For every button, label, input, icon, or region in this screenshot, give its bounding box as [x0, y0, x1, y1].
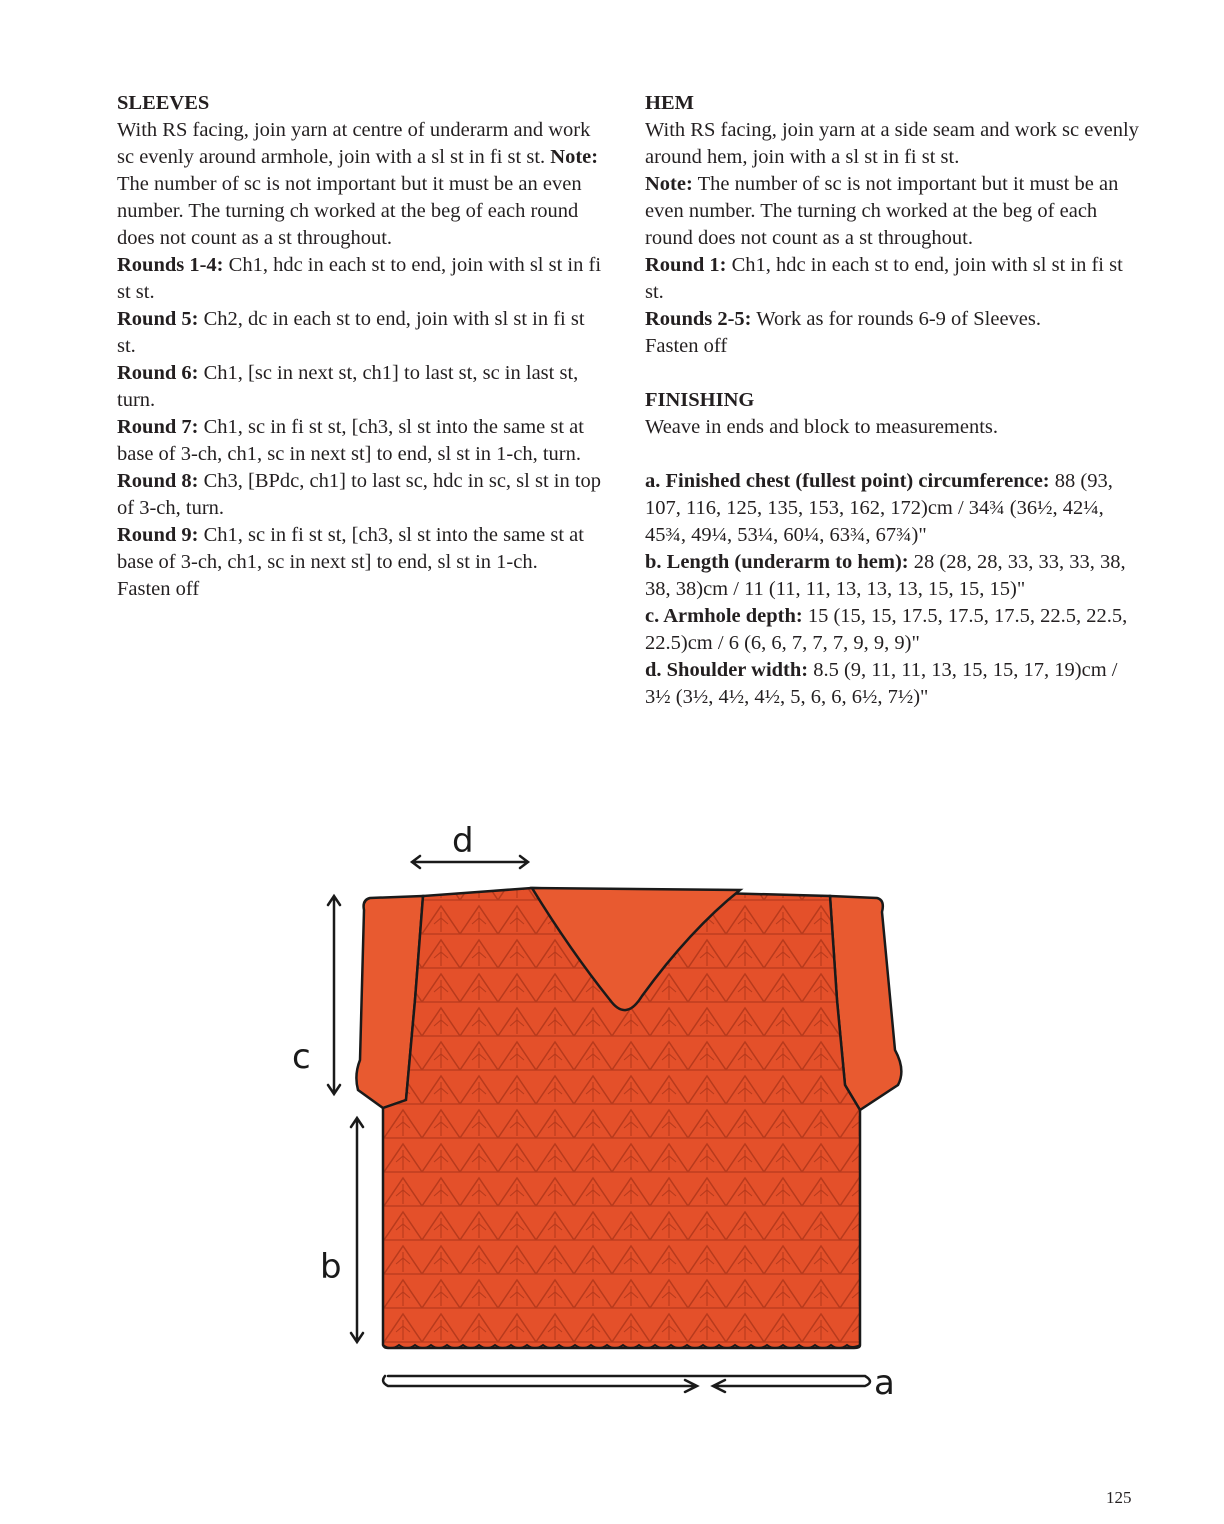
- round-label: Round 9:: [117, 524, 199, 546]
- round-label: Round 7:: [117, 416, 199, 438]
- measurement-text: 8.5 (9, 11, 11, 13, 15, 15, 17, 19)cm / 3½ (3½, 4½, 4½, 5, 6, 6, 6½, 7½)": [645, 659, 1118, 708]
- measurement-label: c. Armhole depth:: [645, 605, 803, 627]
- arrow-a: [383, 1376, 870, 1392]
- round-text: Ch3, [BPdc, ch1] to last sc, hdc in sc, sl st in top of 3-ch, turn.: [117, 470, 602, 519]
- label-c: c: [292, 1037, 311, 1077]
- round-line: [117, 522, 607, 576]
- left-column: [117, 90, 607, 603]
- fasten-off: Fasten off: [117, 578, 200, 600]
- hem-intro: With RS facing, join yarn at a side seam and work sc evenly around hem, join with a sl st in fi st st.: [645, 119, 1139, 168]
- page-number: 125: [1106, 1488, 1132, 1507]
- arrow-c: [328, 896, 340, 1094]
- measurement-line: [645, 603, 1145, 657]
- label-d: d: [452, 821, 474, 861]
- sleeves-heading: SLEEVES: [117, 92, 210, 114]
- measurement-line: [645, 468, 1145, 549]
- finishing-text: Weave in ends and block to measurements.: [645, 416, 999, 438]
- round-line: [117, 468, 607, 522]
- hem-heading: HEM: [645, 92, 694, 114]
- note-label: Note:: [645, 173, 693, 195]
- measurement-label: d. Shoulder width:: [645, 659, 809, 681]
- round-label: Round 1:: [645, 254, 727, 276]
- measurement-line: [645, 549, 1145, 603]
- sweater-body: [356, 888, 901, 1348]
- spacer: [645, 441, 1145, 468]
- arrow-b: [351, 1118, 363, 1342]
- round-text: Ch2, dc in each st to end, join with sl st in fi st st.: [117, 308, 585, 357]
- round-line: [645, 306, 1145, 333]
- round-line: [645, 252, 1145, 306]
- round-line: [117, 414, 607, 468]
- sleeves-note-text: The number of sc is not important but it must be an even number. The turning ch worked at the beg of each round does not count as a st throughout.: [117, 173, 582, 249]
- round-text: Ch1, sc in fi st st, [ch3, sl st into the same st at base of 3-ch, ch1, sc in next st] to end, sl st in 1-ch.: [117, 524, 584, 573]
- measurement-text: 15 (15, 15, 17.5, 17.5, 17.5, 22.5, 22.5, 22.5)cm / 6 (6, 6, 7, 7, 7, 9, 9, 9)": [645, 605, 1128, 654]
- fasten-off: Fasten off: [645, 335, 728, 357]
- round-label: Round 5:: [117, 308, 199, 330]
- round-line: [117, 360, 607, 414]
- measurement-label: b. Length (underarm to hem):: [645, 551, 909, 573]
- sleeves-intro: [117, 117, 607, 252]
- finishing-heading: FINISHING: [645, 389, 755, 411]
- note-label: Note:: [550, 146, 599, 168]
- round-text: Ch1, [sc in next st, ch1] to last st, sc in last st, turn.: [117, 362, 579, 411]
- spacer: [645, 360, 1145, 387]
- round-text: Work as for rounds 6-9 of Sleeves.: [751, 308, 1041, 330]
- round-label: Round 8:: [117, 470, 199, 492]
- round-label: Round 6:: [117, 362, 199, 384]
- label-a: a: [874, 1363, 895, 1403]
- round-line: [117, 306, 607, 360]
- measurement-text: 88 (93, 107, 116, 125, 135, 153, 162, 172)cm / 34¾ (36½, 42¼, 45¾, 49¼, 53¼, 60¼, 63¾, 67¾)": [645, 470, 1113, 546]
- round-label: Rounds 1-4:: [117, 254, 224, 276]
- round-label: Rounds 2-5:: [645, 308, 752, 330]
- right-column: [645, 90, 1145, 711]
- sweater-schematic: [270, 800, 950, 1410]
- hem-note-text: The number of sc is not important but it must be an even number. The turning ch worked at the beg of each round does not count as a st throughout.: [645, 173, 1119, 249]
- label-b: b: [320, 1247, 342, 1287]
- round-text: Ch1, hdc in each st to end, join with sl st in fi st st.: [117, 254, 602, 303]
- round-text: Ch1, sc in fi st st, [ch3, sl st into the same st at base of 3-ch, ch1, sc in next st] to end, sl st in 1-ch, turn.: [117, 416, 584, 465]
- round-line: [117, 252, 607, 306]
- measurement-text: 28 (28, 28, 33, 33, 33, 38, 38, 38)cm / 11 (11, 11, 13, 13, 13, 15, 15, 15)": [645, 551, 1126, 600]
- sleeves-intro-text: With RS facing, join yarn at centre of underarm and work sc evenly around armhole, join with a sl st in fi st st.: [117, 119, 591, 168]
- round-text: Ch1, hdc in each st to end, join with sl st in fi st st.: [645, 254, 1123, 303]
- measurement-line: [645, 657, 1145, 711]
- measurement-label: a. Finished chest (fullest point) circumference:: [645, 470, 1050, 492]
- hem-note: [645, 171, 1145, 252]
